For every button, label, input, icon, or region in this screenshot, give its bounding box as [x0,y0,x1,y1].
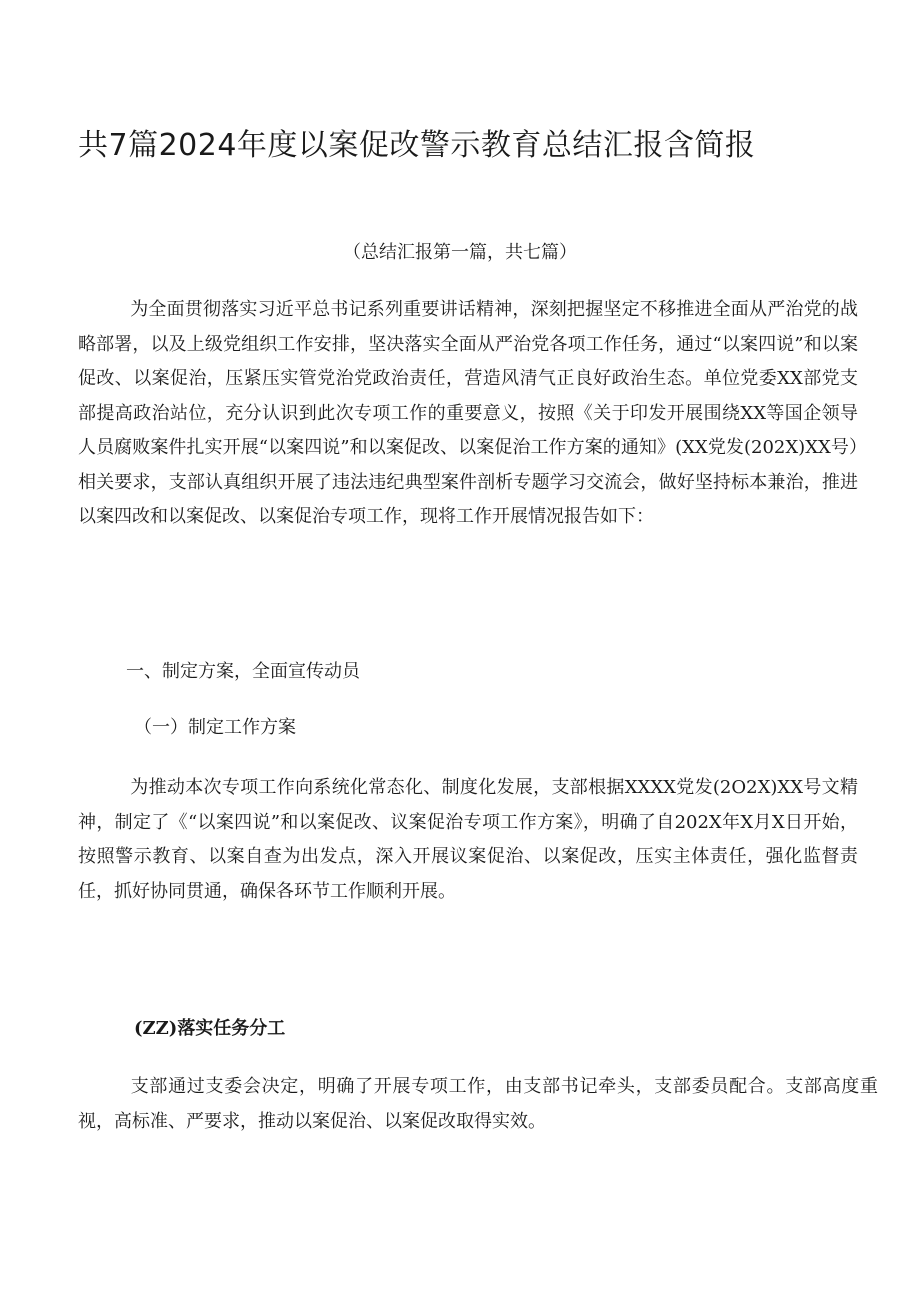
paragraph-intro-text: 为全面贯彻落实习近平总书记系列重要讲话精神，深刻把握坚定不移推进全面从严治党的战略部署，以及上级党组织工作安排，坚决落实全面从严治党各项工作任务，通过“以案四说”和以案促改、以案促治，压紧压实管党治党政治责任，营造风清气正良好政治生态。单位党委XX部党支部提高政治站位，充分认识到此次专项工作的重要意义，按照《关于印发开展围绕XX等国企领导人员腐败案件扎实开展“以案四说”和以案促改、以案促治工作方案的通知》(XX党发(202X)XX号）相关要求，支部认真组织开展了违法违纪典型案件剖析专题学习交流会，做好坚持标本兼治，推进以案四改和以案促改、以案促治专项工作，现将工作开展情况报告如下： [78,299,858,527]
subsection-heading-2: (ZZ)落实任务分工 [134,1018,286,1039]
paragraph-tasks [78,1070,878,1139]
section-heading-1: 一、制定方案，全面宣传动员 [126,661,360,682]
paragraph-tasks-text: 支部通过支委会决定，明确了开展专项工作，由支部书记牵头，支部委员配合。支部高度重视，高标准、严要求，推动以案促治、以案促改取得实效。 [78,1076,878,1132]
document-subtitle: （总结汇报第一篇，共七篇） [343,242,577,263]
paragraph-intro [78,293,858,535]
paragraph-plan-text: 为推动本次专项工作向系统化常态化、制度化发展，支部根据XXXX党发(2O2X)XX号文精神，制定了《“以案四说”和以案促改、议案促治专项工作方案》，明确了自202X年X月X日开始，按照警示教育、以案自查为出发点，深入开展议案促治、以案促改，压实主体责任，强化监督责任，抓好协同贯通，确保各环节工作顺利开展。 [78,777,858,902]
document-title: 共7篇2024年度以案促改警示教育总结汇报含简报 [78,128,756,163]
subsection-heading-1: （一）制定工作方案 [134,717,296,738]
paragraph-plan [78,771,858,909]
